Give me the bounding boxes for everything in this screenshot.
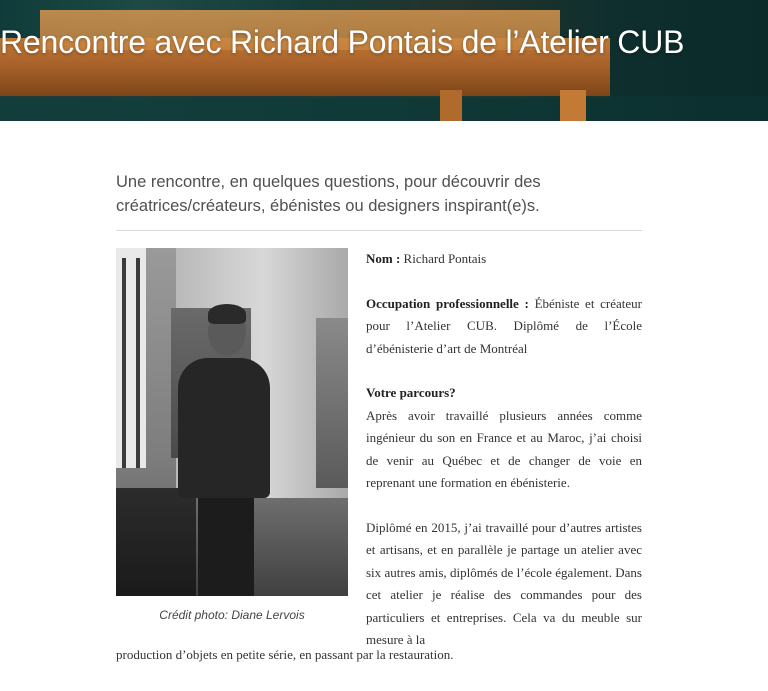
parcours-paragraph: Après avoir travaillé plusieurs années comme ingénieur du son en France et au Maroc, j’ai choisi de venir au Québec et de changer de voie en reprenant une formation en ébénisterie. [366,407,642,490]
bio-continuation [116,644,642,667]
photo-person-body [178,358,270,498]
hero-banner [0,0,768,121]
page-title: Rencontre avec Richard Pontais de l’Atelier CUB [0,24,685,61]
parcours-paragraph-end: production d’objets en petite série, en passant par la restauration. [116,647,454,662]
occupation-label: Occupation professionnelle : [366,295,529,311]
parcours-paragraph: Diplômé en 2015, j’ai travaillé pour d’autres artistes et artisans, et en parallèle je partage un atelier avec six autres amis, diplômés de l’école également. Dans cet atelier je réalise des commandes pour des particuliers et entreprises. Cela va du meuble sur mesure à la [366,519,642,647]
photo-caption: Crédit photo: Diane Lervois [159,608,305,622]
intro-text: Une rencontre, en quelques questions, pour découvrir des créatrices/créateurs, ébénistes ou designers inspirant(e)s. [116,173,541,215]
occupation-line [366,293,642,361]
parcours-heading [366,382,642,405]
bio-column [366,248,642,652]
hero-table-leg [560,90,586,121]
name-label: Nom : [366,251,401,266]
photo-window-frame [122,258,126,468]
photo-window [116,248,146,468]
divider [116,230,642,231]
name-line [366,248,642,271]
portrait-photo [116,248,348,596]
hero-table-leg [440,90,462,121]
hero-floor-shadow [0,96,768,121]
spacer [366,360,642,382]
photo-window-frame [136,258,140,468]
photo-rack [316,318,348,488]
spacer [366,495,642,517]
occupation-value: Ébéniste et créateur pour l’Atelier CUB. Diplômé de l’École d’ébénisterie d’art de Montréal [366,295,642,356]
photo-cabinet [116,488,196,596]
name-value: Richard Pontais [400,251,487,266]
parcours-heading-text: Votre parcours? [366,385,456,400]
photo-person-legs [198,493,254,596]
photo-person-hair [208,304,246,324]
spacer [366,271,642,293]
